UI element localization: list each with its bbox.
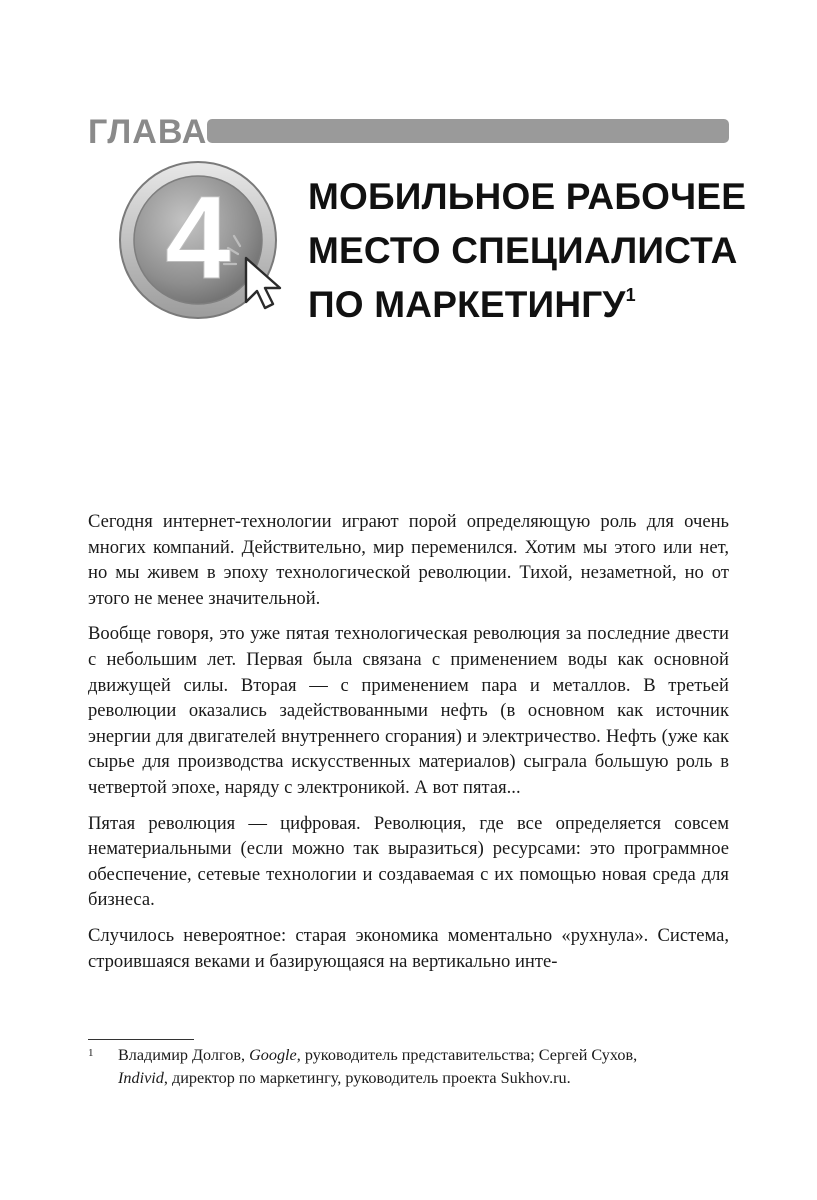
footnote-company-2: Individ	[118, 1069, 164, 1087]
footnote	[88, 1044, 729, 1090]
chapter-label: ГЛАВА	[88, 113, 208, 151]
chapter-title-line-2: МЕСТО СПЕЦИАЛИСТА	[308, 230, 738, 271]
footnote-line-1	[118, 1044, 729, 1067]
footnote-separator	[88, 1039, 194, 1040]
footnote-author-1: Владимир Долгов,	[118, 1046, 250, 1064]
chapter-title-line-3-text: ПО МАРКЕТИНГУ	[308, 284, 626, 325]
footnote-line-2	[118, 1067, 729, 1090]
paragraph-4: Случилось невероятное: старая экономика моментально «рухнула». Система, строившаяся веками и базирующаяся на вертикально инте-	[88, 924, 729, 972]
footnote-body	[118, 1044, 729, 1090]
paragraph-1: Сегодня интернет-технологии играют порой определяющую роль для очень многих компаний. Действительно, мир переменился. Хотим мы этого или нет, но мы живем в эпоху технологической революции. Тихой, незаметной, но от этого не менее значительной.	[88, 511, 729, 609]
footnote-role-2: , директор по маркетингу, руководитель проекта Sukhov.ru.	[163, 1069, 571, 1087]
paragraph-3: Пятая революция — цифровая. Революция, где все определяется совсем нематериальными (если можно так выразиться) ресурсами: это программное обеспечение, сетевые технологии и создаваемая с их помощью новая среда для бизнеса.	[88, 812, 729, 911]
chapter-number: 4	[165, 172, 231, 304]
paragraph-2: Вообще говоря, это уже пятая технологическая революция за последние двести с небольшим лет. Первая была связана с применением воды как основной движущей силы. Вторая — с применением пара и металлов. В третьей революции оказались задействованными нефть (в основном как источник энергии для двигателей внутреннего сгорания) и электричество. Нефть (уже как сырье для производства искусственных материалов) сыграла большую роль в четвертой эпохе, наряду с электроникой. А вот пятая...	[88, 623, 729, 798]
footnote-role-1: , руководитель представительства; Сергей Сухов,	[296, 1046, 638, 1064]
chapter-title-line-1: МОБИЛЬНОЕ РАБОЧЕЕ	[308, 176, 747, 217]
footnote-company-1: Google	[249, 1046, 297, 1064]
chapter-title-line-3	[308, 278, 746, 332]
footnote-mark: 1	[88, 1047, 94, 1059]
title-footnote-ref: 1	[625, 285, 636, 305]
chapter-title	[308, 170, 746, 332]
chapter-header-bar	[207, 119, 729, 143]
body-text	[88, 509, 729, 984]
chapter-number-emblem	[118, 160, 303, 325]
